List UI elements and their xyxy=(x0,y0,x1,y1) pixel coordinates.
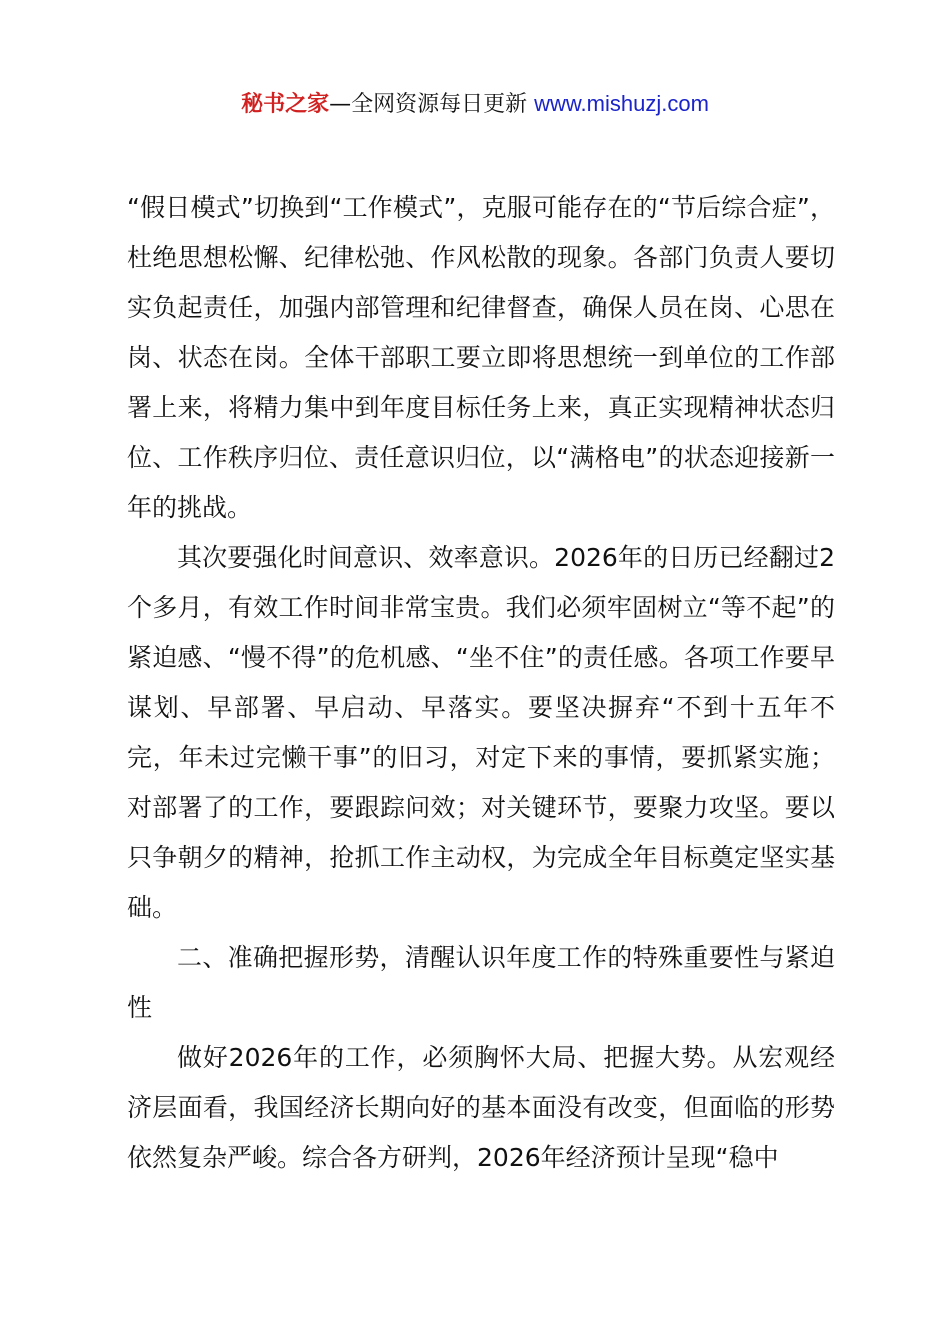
site-url-link[interactable]: www.mishuzj.com xyxy=(534,91,709,116)
document-body xyxy=(127,183,835,1183)
brand-name: 秘书之家 xyxy=(241,92,330,117)
paragraph: 其次要强化时间意识、效率意识。2026年的日历已经翻过2个多月，有效工作时间非常宝贵。我们必须牢固树立“等不起”的紧迫感、“慢不得”的危机感、“坐不住”的责任感。各项工作要早谋划、早部署、早启动、早落实。要坚决摒弃“不到十五年不完，年未过完懒干事”的旧习，对定下来的事情，要抓紧实施；对部署了的工作，要跟踪问效；对关键环节，要聚力攻坚。要以只争朝夕的精神，抢抓工作主动权，为完成全年目标奠定坚实基础。 xyxy=(127,543,835,922)
section-heading: 二、准确把握形势，清醒认识年度工作的特殊重要性与紧迫性 xyxy=(127,943,835,1022)
paragraph: 做好2026年的工作，必须胸怀大局、把握大势。从宏观经济层面看，我国经济长期向好的基本面没有改变，但面临的形势依然复杂严峻。综合各方研判，2026年经济预计呈现“稳中 xyxy=(127,1043,835,1172)
header-tagline: —全网资源每日更新 xyxy=(329,92,528,117)
page-header xyxy=(0,86,950,123)
paragraph: “假日模式”切换到“工作模式”，克服可能存在的“节后综合症”，杜绝思想松懈、纪律松弛、作风松散的现象。各部门负责人要切实负起责任，加强内部管理和纪律督查，确保人员在岗、心思在岗、状态在岗。全体干部职工要立即将思想统一到单位的工作部署上来，将精力集中到年度目标任务上来，真正实现精神状态归位、工作秩序归位、责任意识归位，以“满格电”的状态迎接新一年的挑战。 xyxy=(127,193,835,522)
